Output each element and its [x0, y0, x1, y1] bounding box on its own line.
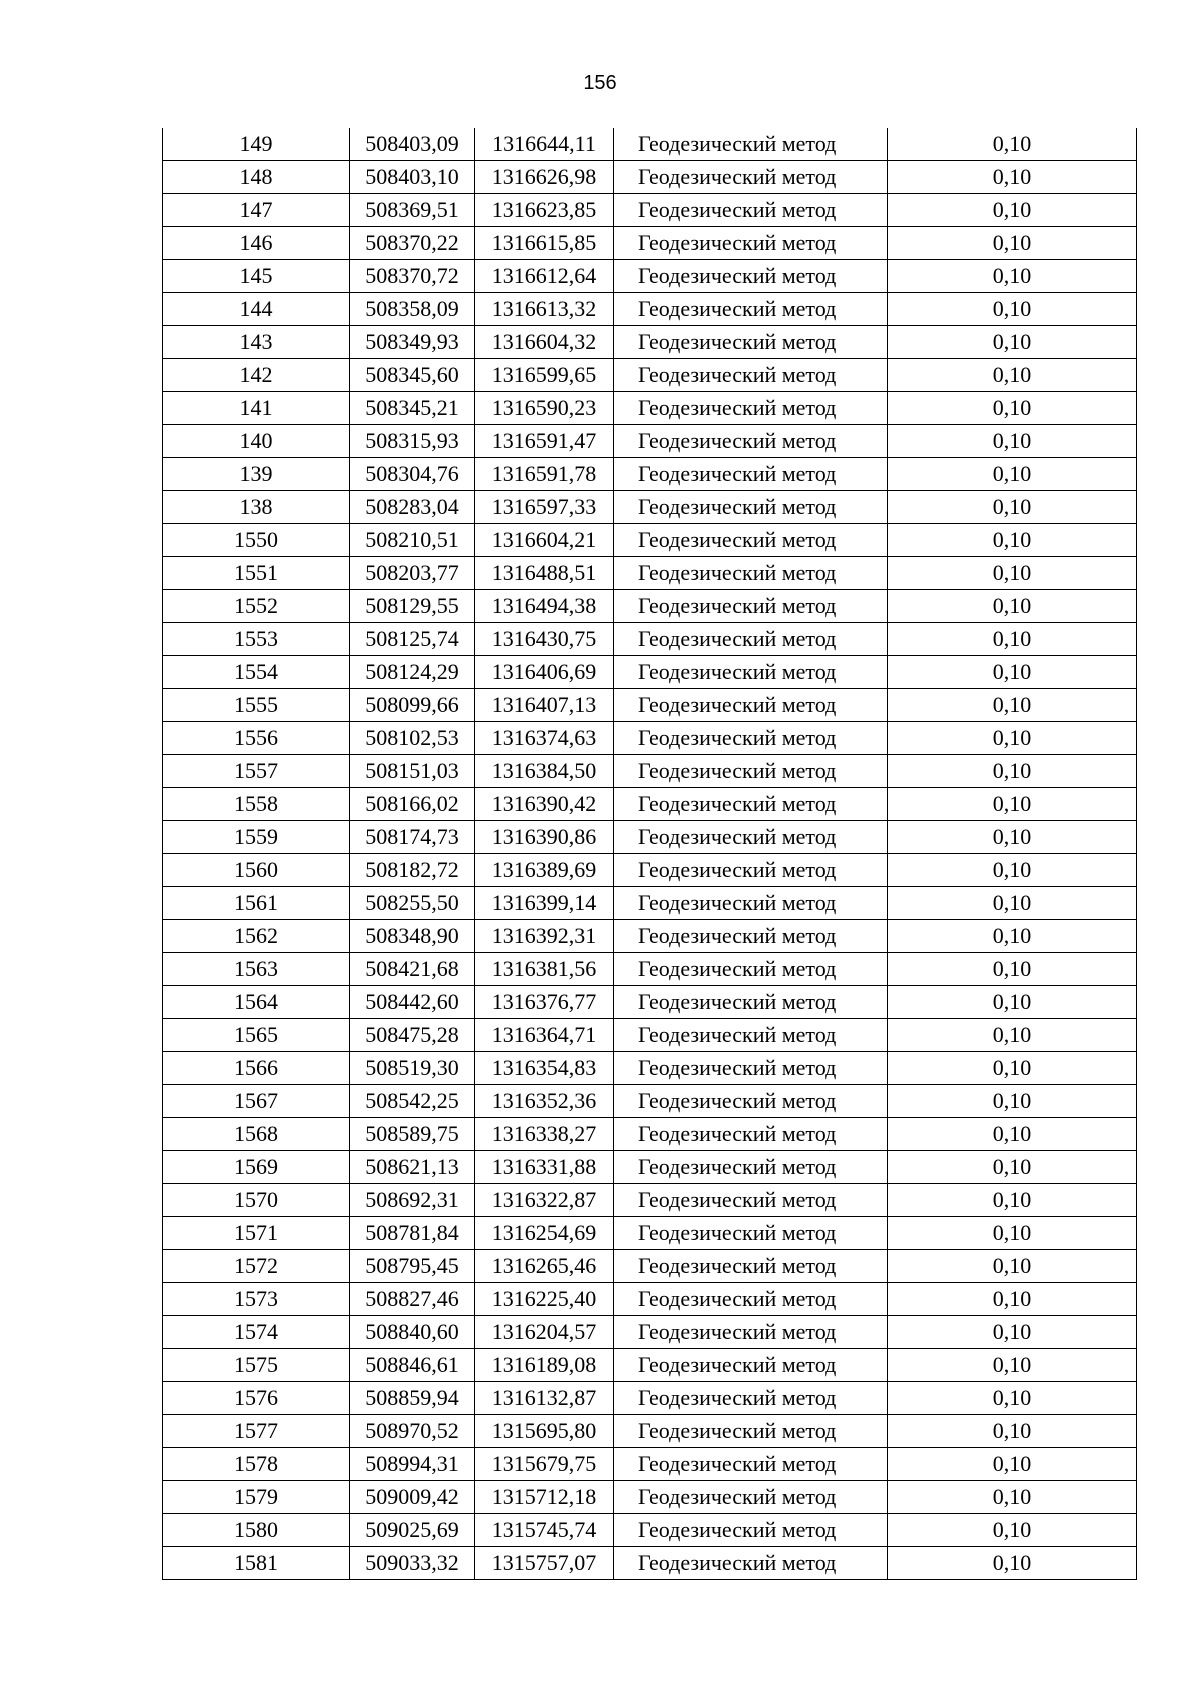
method-cell: Геодезический метод [614, 293, 888, 326]
point-number-cell: 138 [163, 491, 350, 524]
y-coordinate-cell: 1316265,46 [475, 1250, 614, 1283]
table-row [163, 623, 1137, 656]
x-coordinate-cell: 508304,76 [350, 458, 475, 491]
y-coordinate-cell: 1316189,08 [475, 1349, 614, 1382]
accuracy-cell: 0,10 [888, 1514, 1137, 1547]
point-number-cell: 139 [163, 458, 350, 491]
accuracy-cell: 0,10 [888, 227, 1137, 260]
accuracy-cell: 0,10 [888, 1382, 1137, 1415]
x-coordinate-cell: 508166,02 [350, 788, 475, 821]
x-coordinate-cell: 508442,60 [350, 986, 475, 1019]
point-number-cell: 1558 [163, 788, 350, 821]
accuracy-cell: 0,10 [888, 1151, 1137, 1184]
accuracy-cell: 0,10 [888, 1052, 1137, 1085]
accuracy-cell: 0,10 [888, 1481, 1137, 1514]
point-number-cell: 1572 [163, 1250, 350, 1283]
x-coordinate-cell: 508994,31 [350, 1448, 475, 1481]
x-coordinate-cell: 508099,66 [350, 689, 475, 722]
y-coordinate-cell: 1316615,85 [475, 227, 614, 260]
point-number-cell: 140 [163, 425, 350, 458]
x-coordinate-cell: 508129,55 [350, 590, 475, 623]
method-cell: Геодезический метод [614, 425, 888, 458]
point-number-cell: 1554 [163, 656, 350, 689]
point-number-cell: 1579 [163, 1481, 350, 1514]
x-coordinate-cell: 508795,45 [350, 1250, 475, 1283]
y-coordinate-cell: 1316591,47 [475, 425, 614, 458]
accuracy-cell: 0,10 [888, 1019, 1137, 1052]
point-number-cell: 1565 [163, 1019, 350, 1052]
point-number-cell: 1571 [163, 1217, 350, 1250]
point-number-cell: 1576 [163, 1382, 350, 1415]
accuracy-cell: 0,10 [888, 194, 1137, 227]
point-number-cell: 1556 [163, 722, 350, 755]
table-row [163, 887, 1137, 920]
table-row [163, 689, 1137, 722]
method-cell: Геодезический метод [614, 590, 888, 623]
table-row [163, 1415, 1137, 1448]
y-coordinate-cell: 1316390,42 [475, 788, 614, 821]
method-cell: Геодезический метод [614, 458, 888, 491]
table-row [163, 194, 1137, 227]
method-cell: Геодезический метод [614, 722, 888, 755]
point-number-cell: 1580 [163, 1514, 350, 1547]
y-coordinate-cell: 1316331,88 [475, 1151, 614, 1184]
y-coordinate-cell: 1315695,80 [475, 1415, 614, 1448]
y-coordinate-cell: 1316430,75 [475, 623, 614, 656]
method-cell: Геодезический метод [614, 656, 888, 689]
point-number-cell: 141 [163, 392, 350, 425]
accuracy-cell: 0,10 [888, 425, 1137, 458]
table-row [163, 1283, 1137, 1316]
accuracy-cell: 0,10 [888, 1349, 1137, 1382]
method-cell: Геодезический метод [614, 194, 888, 227]
method-cell: Геодезический метод [614, 557, 888, 590]
accuracy-cell: 0,10 [888, 260, 1137, 293]
method-cell: Геодезический метод [614, 854, 888, 887]
point-number-cell: 1560 [163, 854, 350, 887]
y-coordinate-cell: 1315745,74 [475, 1514, 614, 1547]
table-row [163, 359, 1137, 392]
y-coordinate-cell: 1316590,23 [475, 392, 614, 425]
y-coordinate-cell: 1316322,87 [475, 1184, 614, 1217]
point-number-cell: 1557 [163, 755, 350, 788]
y-coordinate-cell: 1316612,64 [475, 260, 614, 293]
point-number-cell: 1550 [163, 524, 350, 557]
y-coordinate-cell: 1316407,13 [475, 689, 614, 722]
method-cell: Геодезический метод [614, 161, 888, 194]
table-row [163, 524, 1137, 557]
table-row [163, 986, 1137, 1019]
accuracy-cell: 0,10 [888, 986, 1137, 1019]
table-row [163, 1547, 1137, 1580]
x-coordinate-cell: 508345,60 [350, 359, 475, 392]
x-coordinate-cell: 508124,29 [350, 656, 475, 689]
point-number-cell: 1562 [163, 920, 350, 953]
x-coordinate-cell: 508827,46 [350, 1283, 475, 1316]
point-number-cell: 1553 [163, 623, 350, 656]
x-coordinate-cell: 508859,94 [350, 1382, 475, 1415]
accuracy-cell: 0,10 [888, 161, 1137, 194]
table-row [163, 1382, 1137, 1415]
y-coordinate-cell: 1316392,31 [475, 920, 614, 953]
accuracy-cell: 0,10 [888, 557, 1137, 590]
x-coordinate-cell: 508345,21 [350, 392, 475, 425]
y-coordinate-cell: 1316623,85 [475, 194, 614, 227]
point-number-cell: 1581 [163, 1547, 350, 1580]
coordinates-table [162, 128, 1137, 1580]
accuracy-cell: 0,10 [888, 326, 1137, 359]
y-coordinate-cell: 1316132,87 [475, 1382, 614, 1415]
method-cell: Геодезический метод [614, 1415, 888, 1448]
x-coordinate-cell: 508174,73 [350, 821, 475, 854]
accuracy-cell: 0,10 [888, 1283, 1137, 1316]
table-row [163, 1085, 1137, 1118]
y-coordinate-cell: 1316225,40 [475, 1283, 614, 1316]
y-coordinate-cell: 1316644,11 [475, 128, 614, 161]
method-cell: Геодезический метод [614, 821, 888, 854]
y-coordinate-cell: 1316399,14 [475, 887, 614, 920]
point-number-cell: 149 [163, 128, 350, 161]
accuracy-cell: 0,10 [888, 755, 1137, 788]
table-row [163, 161, 1137, 194]
y-coordinate-cell: 1316389,69 [475, 854, 614, 887]
method-cell: Геодезический метод [614, 1151, 888, 1184]
x-coordinate-cell: 509033,32 [350, 1547, 475, 1580]
accuracy-cell: 0,10 [888, 854, 1137, 887]
method-cell: Геодезический метод [614, 1052, 888, 1085]
accuracy-cell: 0,10 [888, 491, 1137, 524]
point-number-cell: 1555 [163, 689, 350, 722]
x-coordinate-cell: 508970,52 [350, 1415, 475, 1448]
x-coordinate-cell: 508151,03 [350, 755, 475, 788]
table-row [163, 788, 1137, 821]
y-coordinate-cell: 1316390,86 [475, 821, 614, 854]
y-coordinate-cell: 1316604,32 [475, 326, 614, 359]
method-cell: Геодезический метод [614, 1349, 888, 1382]
table-row [163, 1184, 1137, 1217]
point-number-cell: 147 [163, 194, 350, 227]
table-row [163, 1118, 1137, 1151]
x-coordinate-cell: 508203,77 [350, 557, 475, 590]
accuracy-cell: 0,10 [888, 1448, 1137, 1481]
point-number-cell: 1551 [163, 557, 350, 590]
method-cell: Геодезический метод [614, 491, 888, 524]
method-cell: Геодезический метод [614, 1514, 888, 1547]
method-cell: Геодезический метод [614, 1316, 888, 1349]
table-row [163, 722, 1137, 755]
point-number-cell: 146 [163, 227, 350, 260]
table-row [163, 1349, 1137, 1382]
method-cell: Геодезический метод [614, 1118, 888, 1151]
y-coordinate-cell: 1315712,18 [475, 1481, 614, 1514]
point-number-cell: 1552 [163, 590, 350, 623]
table-row [163, 260, 1137, 293]
table-row [163, 590, 1137, 623]
y-coordinate-cell: 1316354,83 [475, 1052, 614, 1085]
method-cell: Геодезический метод [614, 524, 888, 557]
point-number-cell: 1575 [163, 1349, 350, 1382]
point-number-cell: 144 [163, 293, 350, 326]
accuracy-cell: 0,10 [888, 1547, 1137, 1580]
accuracy-cell: 0,10 [888, 887, 1137, 920]
accuracy-cell: 0,10 [888, 359, 1137, 392]
table-row [163, 1052, 1137, 1085]
method-cell: Геодезический метод [614, 887, 888, 920]
method-cell: Геодезический метод [614, 359, 888, 392]
x-coordinate-cell: 509025,69 [350, 1514, 475, 1547]
table-row [163, 1151, 1137, 1184]
accuracy-cell: 0,10 [888, 392, 1137, 425]
x-coordinate-cell: 508370,72 [350, 260, 475, 293]
table-row [163, 656, 1137, 689]
y-coordinate-cell: 1316254,69 [475, 1217, 614, 1250]
table-row [163, 1448, 1137, 1481]
table-row [163, 1514, 1137, 1547]
method-cell: Геодезический метод [614, 920, 888, 953]
x-coordinate-cell: 508542,25 [350, 1085, 475, 1118]
point-number-cell: 1561 [163, 887, 350, 920]
method-cell: Геодезический метод [614, 1547, 888, 1580]
accuracy-cell: 0,10 [888, 1217, 1137, 1250]
accuracy-cell: 0,10 [888, 1316, 1137, 1349]
y-coordinate-cell: 1316352,36 [475, 1085, 614, 1118]
method-cell: Геодезический метод [614, 1019, 888, 1052]
x-coordinate-cell: 508210,51 [350, 524, 475, 557]
point-number-cell: 1577 [163, 1415, 350, 1448]
point-number-cell: 1573 [163, 1283, 350, 1316]
table-row [163, 293, 1137, 326]
table-row [163, 458, 1137, 491]
x-coordinate-cell: 508348,90 [350, 920, 475, 953]
table-row [163, 227, 1137, 260]
table-row [163, 557, 1137, 590]
table-row [163, 392, 1137, 425]
table-row [163, 755, 1137, 788]
x-coordinate-cell: 508589,75 [350, 1118, 475, 1151]
table-row [163, 425, 1137, 458]
x-coordinate-cell: 508519,30 [350, 1052, 475, 1085]
point-number-cell: 1566 [163, 1052, 350, 1085]
method-cell: Геодезический метод [614, 788, 888, 821]
x-coordinate-cell: 508403,09 [350, 128, 475, 161]
x-coordinate-cell: 508182,72 [350, 854, 475, 887]
x-coordinate-cell: 509009,42 [350, 1481, 475, 1514]
accuracy-cell: 0,10 [888, 590, 1137, 623]
y-coordinate-cell: 1316626,98 [475, 161, 614, 194]
accuracy-cell: 0,10 [888, 1415, 1137, 1448]
table-row [163, 1217, 1137, 1250]
y-coordinate-cell: 1316384,50 [475, 755, 614, 788]
method-cell: Геодезический метод [614, 755, 888, 788]
y-coordinate-cell: 1316204,57 [475, 1316, 614, 1349]
point-number-cell: 145 [163, 260, 350, 293]
point-number-cell: 1564 [163, 986, 350, 1019]
x-coordinate-cell: 508403,10 [350, 161, 475, 194]
y-coordinate-cell: 1316604,21 [475, 524, 614, 557]
x-coordinate-cell: 508125,74 [350, 623, 475, 656]
x-coordinate-cell: 508475,28 [350, 1019, 475, 1052]
method-cell: Геодезический метод [614, 1184, 888, 1217]
accuracy-cell: 0,10 [888, 623, 1137, 656]
x-coordinate-cell: 508102,53 [350, 722, 475, 755]
y-coordinate-cell: 1315679,75 [475, 1448, 614, 1481]
x-coordinate-cell: 508283,04 [350, 491, 475, 524]
table-row [163, 1316, 1137, 1349]
point-number-cell: 1578 [163, 1448, 350, 1481]
point-number-cell: 1563 [163, 953, 350, 986]
accuracy-cell: 0,10 [888, 1184, 1137, 1217]
point-number-cell: 1559 [163, 821, 350, 854]
table-row [163, 1481, 1137, 1514]
table-row [163, 821, 1137, 854]
accuracy-cell: 0,10 [888, 458, 1137, 491]
accuracy-cell: 0,10 [888, 722, 1137, 755]
x-coordinate-cell: 508621,13 [350, 1151, 475, 1184]
accuracy-cell: 0,10 [888, 953, 1137, 986]
x-coordinate-cell: 508315,93 [350, 425, 475, 458]
table-row [163, 953, 1137, 986]
x-coordinate-cell: 508255,50 [350, 887, 475, 920]
y-coordinate-cell: 1316591,78 [475, 458, 614, 491]
accuracy-cell: 0,10 [888, 1118, 1137, 1151]
coordinates-table-body [163, 128, 1137, 1580]
accuracy-cell: 0,10 [888, 1085, 1137, 1118]
method-cell: Геодезический метод [614, 1217, 888, 1250]
table-row [163, 128, 1137, 161]
method-cell: Геодезический метод [614, 623, 888, 656]
x-coordinate-cell: 508781,84 [350, 1217, 475, 1250]
y-coordinate-cell: 1316488,51 [475, 557, 614, 590]
point-number-cell: 1569 [163, 1151, 350, 1184]
y-coordinate-cell: 1316374,63 [475, 722, 614, 755]
y-coordinate-cell: 1316613,32 [475, 293, 614, 326]
table-row [163, 920, 1137, 953]
y-coordinate-cell: 1316599,65 [475, 359, 614, 392]
x-coordinate-cell: 508370,22 [350, 227, 475, 260]
y-coordinate-cell: 1316406,69 [475, 656, 614, 689]
table-row [163, 854, 1137, 887]
accuracy-cell: 0,10 [888, 128, 1137, 161]
method-cell: Геодезический метод [614, 1448, 888, 1481]
method-cell: Геодезический метод [614, 260, 888, 293]
table-row [163, 491, 1137, 524]
method-cell: Геодезический метод [614, 953, 888, 986]
accuracy-cell: 0,10 [888, 788, 1137, 821]
x-coordinate-cell: 508421,68 [350, 953, 475, 986]
point-number-cell: 148 [163, 161, 350, 194]
accuracy-cell: 0,10 [888, 821, 1137, 854]
accuracy-cell: 0,10 [888, 524, 1137, 557]
y-coordinate-cell: 1315757,07 [475, 1547, 614, 1580]
method-cell: Геодезический метод [614, 326, 888, 359]
y-coordinate-cell: 1316376,77 [475, 986, 614, 1019]
method-cell: Геодезический метод [614, 1283, 888, 1316]
x-coordinate-cell: 508840,60 [350, 1316, 475, 1349]
x-coordinate-cell: 508349,93 [350, 326, 475, 359]
accuracy-cell: 0,10 [888, 689, 1137, 722]
method-cell: Геодезический метод [614, 986, 888, 1019]
method-cell: Геодезический метод [614, 689, 888, 722]
point-number-cell: 1574 [163, 1316, 350, 1349]
method-cell: Геодезический метод [614, 1085, 888, 1118]
method-cell: Геодезический метод [614, 1481, 888, 1514]
point-number-cell: 1570 [163, 1184, 350, 1217]
y-coordinate-cell: 1316381,56 [475, 953, 614, 986]
y-coordinate-cell: 1316338,27 [475, 1118, 614, 1151]
table-row [163, 1019, 1137, 1052]
method-cell: Геодезический метод [614, 128, 888, 161]
x-coordinate-cell: 508692,31 [350, 1184, 475, 1217]
table-row [163, 326, 1137, 359]
page-number: 156 [583, 72, 617, 94]
y-coordinate-cell: 1316494,38 [475, 590, 614, 623]
x-coordinate-cell: 508369,51 [350, 194, 475, 227]
method-cell: Геодезический метод [614, 227, 888, 260]
accuracy-cell: 0,10 [888, 920, 1137, 953]
y-coordinate-cell: 1316364,71 [475, 1019, 614, 1052]
point-number-cell: 142 [163, 359, 350, 392]
method-cell: Геодезический метод [614, 1382, 888, 1415]
y-coordinate-cell: 1316597,33 [475, 491, 614, 524]
x-coordinate-cell: 508846,61 [350, 1349, 475, 1382]
point-number-cell: 143 [163, 326, 350, 359]
x-coordinate-cell: 508358,09 [350, 293, 475, 326]
point-number-cell: 1568 [163, 1118, 350, 1151]
accuracy-cell: 0,10 [888, 293, 1137, 326]
point-number-cell: 1567 [163, 1085, 350, 1118]
method-cell: Геодезический метод [614, 1250, 888, 1283]
table-row [163, 1250, 1137, 1283]
accuracy-cell: 0,10 [888, 656, 1137, 689]
method-cell: Геодезический метод [614, 392, 888, 425]
accuracy-cell: 0,10 [888, 1250, 1137, 1283]
